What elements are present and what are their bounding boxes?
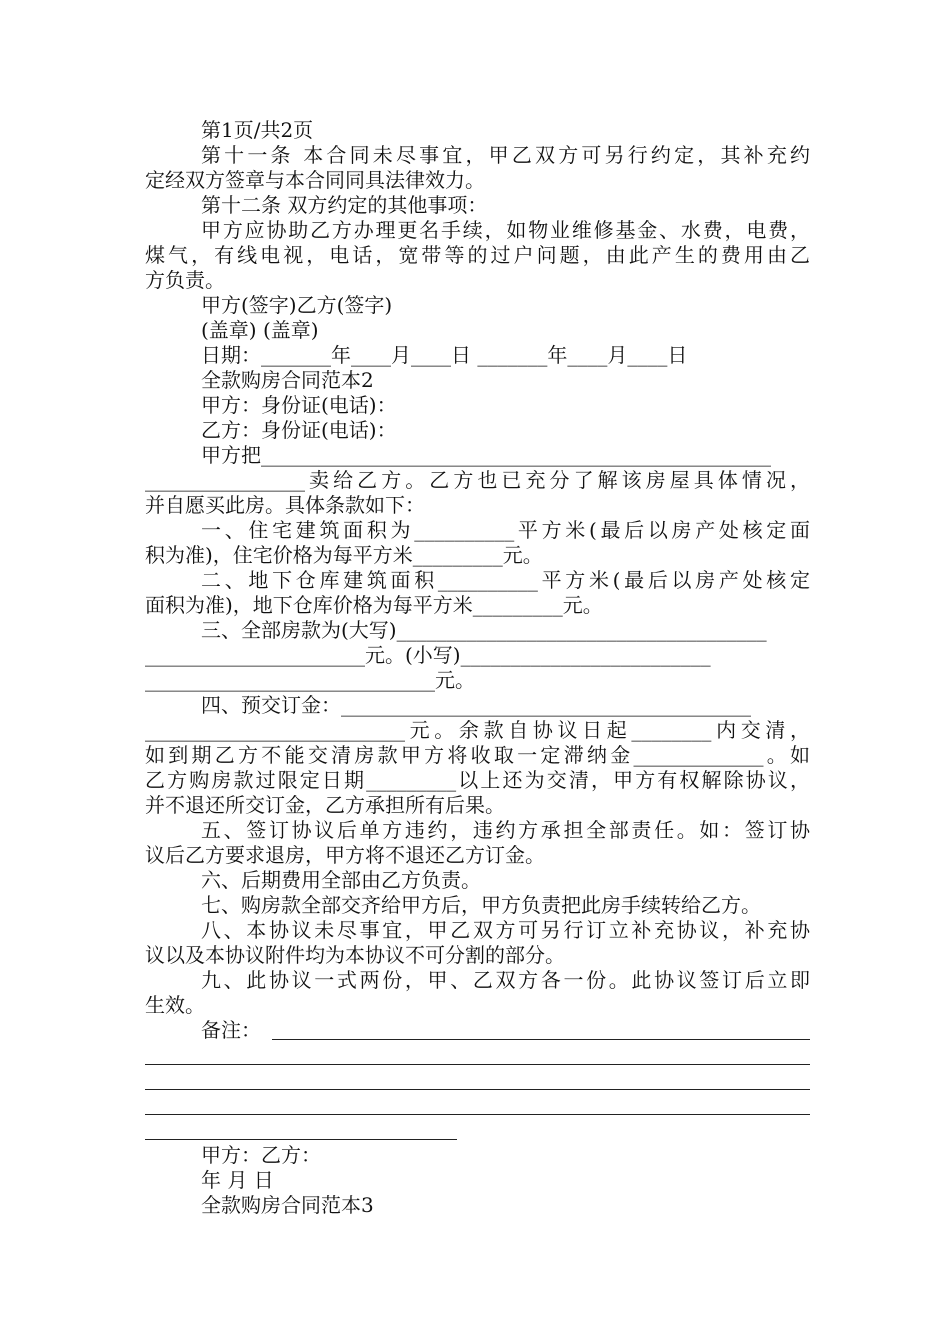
remarks-blank-2 (145, 1068, 810, 1093)
clause-7: 七、购房款全部交齐给甲方后，甲方负责把此房手续转给乙方。 (201, 893, 761, 917)
sale-line-2: ________________卖给乙方。乙方也已充分了解该房屋具体情况， (145, 468, 810, 492)
clause-9-line-1: 九、此协议一式两份，甲、乙双方各一份。此协议签订后立即 (201, 968, 810, 992)
article-12-line-2: 煤气，有线电视，电话，宽带等的过户问题，由此产生的费用由乙 (145, 243, 810, 267)
remarks-blank-1 (145, 1043, 810, 1068)
article-11-line-1: 第十一条 本合同未尽事宜，甲乙双方可另行约定，其补充约 (201, 143, 810, 167)
contract-document (145, 118, 810, 1218)
article-12-line-1: 甲方应协助乙方办理更名手续，如物业维修基金、水费，电费， (201, 218, 810, 242)
clause-3-line-2: ______________________元。(小写)_________________________ (145, 643, 711, 667)
seal-line: (盖章) (盖章) (201, 318, 319, 342)
clause-5-line-2: 议后乙方要求退房，甲方将不退还乙方订金。 (145, 843, 545, 867)
article-12-heading: 第十二条 双方约定的其他事项： (201, 193, 488, 217)
clause-3-line-3: _____________________________元。 (145, 668, 475, 692)
clause-5-line-1: 五、签订协议后单方违约，违约方承担全部责任。如：签订协 (201, 818, 810, 842)
remarks-line (145, 1018, 810, 1043)
clause-6: 六、后期费用全部由乙方负责。 (201, 868, 481, 892)
template-2-title: 全款购房合同范本2 (201, 368, 374, 392)
party-a-id: 甲方：身份证(电话)： (201, 393, 397, 417)
date-line: 日期：_______年____月____日 _______年____月____日 (201, 343, 688, 367)
clause-9-line-2: 生效。 (145, 993, 205, 1017)
clause-3-line-1: 三、全部房款为(大写)_____________________________________ (201, 618, 767, 642)
clause-4-line-3: 如到期乙方不能交清房款甲方将收取一定滞纳金_____________。如 (145, 743, 810, 767)
closing-date: 年 月 日 (201, 1168, 274, 1192)
remarks-label: 备注： (201, 1018, 261, 1042)
article-12-line-3: 方负责。 (145, 268, 225, 292)
article-11-line-2: 定经双方签章与本合同同具法律效力。 (145, 168, 485, 192)
clause-4-line-5: 并不退还所交订金，乙方承担所有后果。 (145, 793, 505, 817)
signature-line: 甲方(签字)乙方(签字) (201, 293, 393, 317)
clause-2-line-2: 面积为准)，地下仓库价格为每平方米_________元。 (145, 593, 603, 617)
party-b-id: 乙方：身份证(电话)： (201, 418, 397, 442)
clause-8-line-1: 八、本协议未尽事宜，甲乙双方可另行订立补充协议，补充协 (201, 918, 810, 942)
clause-1-line-2: 积为准)，住宅价格为每平方米_________元。 (145, 543, 543, 567)
sale-line-1: 甲方把___________________________________________________ (201, 443, 771, 467)
closing-parties: 甲方：乙方： (201, 1143, 321, 1167)
clause-4-line-1: 四、预交订金：_________________________________________ (201, 693, 751, 717)
clause-4-line-4: 乙方购房款过限定日期_________以上还为交清，甲方有权解除协议， (145, 768, 810, 792)
clause-4-line-2: __________________________元。余款自协议日起________内交清， (145, 718, 810, 742)
page-indicator: 第1页/共2页 (201, 118, 314, 142)
sale-line-3: 并自愿买此房。具体条款如下： (145, 493, 425, 517)
clause-1-line-1: 一、住宅建筑面积为__________平方米(最后以房产处核定面 (201, 518, 810, 542)
clause-8-line-2: 议以及本协议附件均为本协议不可分割的部分。 (145, 943, 565, 967)
remarks-blank-3 (145, 1093, 810, 1118)
clause-2-line-1: 二、地下仓库建筑面积__________平方米(最后以房产处核定 (201, 568, 810, 592)
remarks-blank-4 (145, 1118, 810, 1143)
template-3-title: 全款购房合同范本3 (201, 1193, 374, 1217)
